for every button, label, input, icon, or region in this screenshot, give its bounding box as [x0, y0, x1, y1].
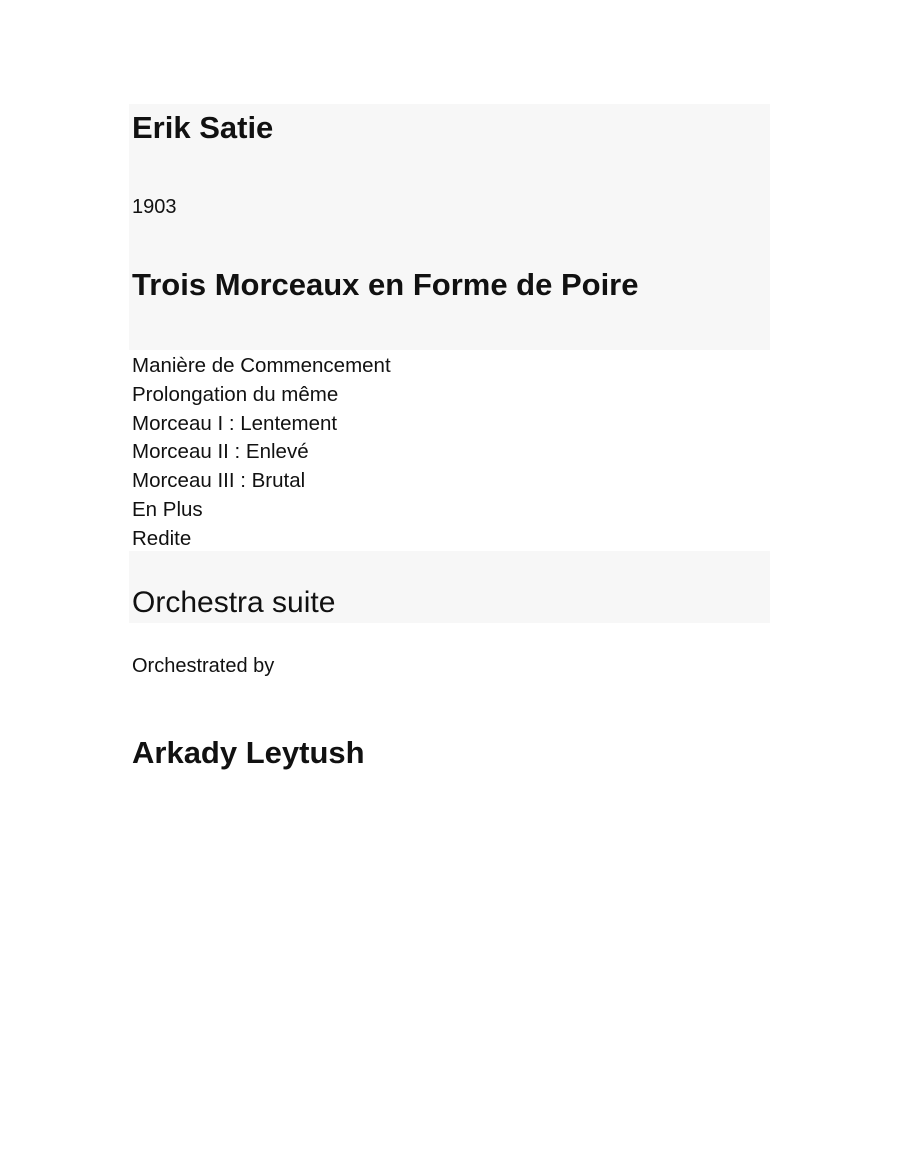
arranger-name: Arkady Leytush [132, 735, 365, 770]
movement-item: En Plus [132, 497, 203, 521]
arrangement-type: Orchestra suite [132, 586, 336, 619]
movement-item: Morceau II : Enlevé [132, 440, 309, 464]
movement-item: Morceau III : Brutal [132, 469, 306, 493]
credit-label: Orchestrated by [132, 655, 275, 677]
movement-item: Prolongation du même [132, 382, 339, 406]
movement-list [132, 352, 391, 554]
movement-item: Morceau I : Lentement [132, 411, 338, 435]
work-title: Trois Morceaux en Forme de Poire [132, 267, 639, 302]
composer-name: Erik Satie [132, 110, 274, 145]
movement-item: Redite [132, 526, 192, 550]
composition-year: 1903 [132, 196, 177, 218]
movement-item: Manière de Commencement [132, 354, 391, 377]
